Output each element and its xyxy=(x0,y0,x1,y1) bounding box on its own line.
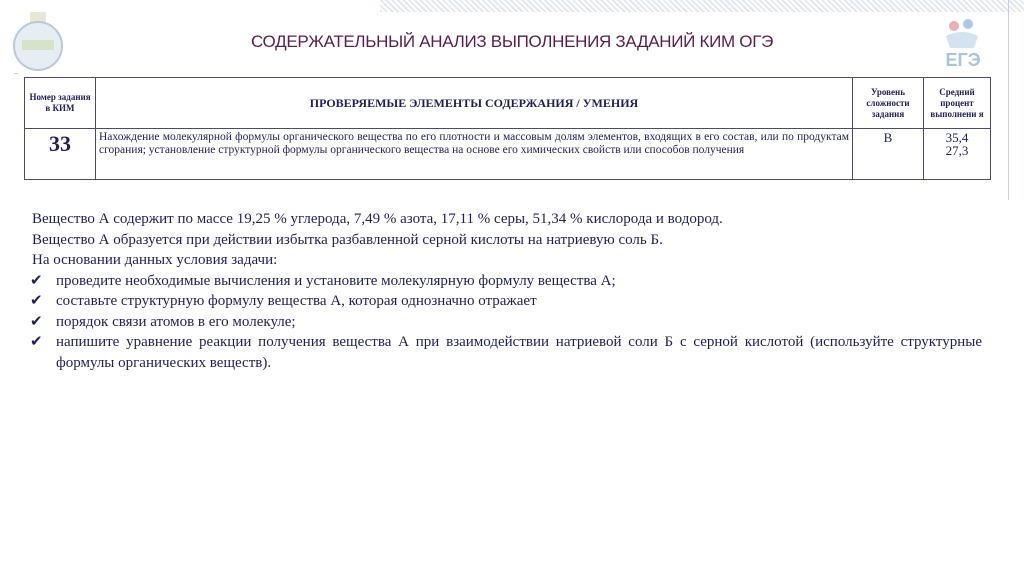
header-elements: ПРОВЕРЯЕМЫЕ ЭЛЕМЕНТЫ СОДЕРЖАНИЯ / УМЕНИЯ xyxy=(96,78,853,129)
list-item-text: составьте структурную формулу вещества А, которая однозначно отражает xyxy=(56,293,537,309)
check-icon: ✔ xyxy=(30,293,43,309)
decorative-line xyxy=(1008,0,1009,200)
list-item xyxy=(32,291,982,312)
check-icon: ✔ xyxy=(30,272,43,289)
list-item-text: порядок связи атомов в его молекуле; xyxy=(56,313,296,330)
table-row xyxy=(25,129,991,180)
task-text xyxy=(32,209,982,373)
percent-value: 27,3 xyxy=(945,143,969,158)
list-item xyxy=(32,271,982,292)
table-header-row xyxy=(25,78,991,129)
content-table xyxy=(24,77,991,180)
header-percent: Средний процент выполнени я xyxy=(924,78,991,129)
paragraph: На основании данных условия задачи: xyxy=(32,252,278,268)
list-item-text: напишите уравнение реакции получения вещества А при взаимодействии натриевой соли Б с серной кислотой (используйте структурные формулы органических веществ). xyxy=(56,334,982,371)
header-level: Уровень сложности задания xyxy=(853,78,924,129)
header-number: Номер задания в КИМ xyxy=(25,78,96,129)
page-title: СОДЕРЖАТЕЛЬНЫЙ АНАЛИЗ ВЫПОЛНЕНИЯ ЗАДАНИЙ КИМ ОГЭ xyxy=(250,32,774,51)
task-number: 33 xyxy=(25,129,96,180)
task-percent xyxy=(924,129,991,180)
list-item xyxy=(32,312,982,333)
percent-value: 35,4 xyxy=(945,130,969,145)
check-icon: ✔ xyxy=(30,313,43,330)
paragraph: Вещество А содержит по массе 19,25 % углерода, 7,49 % азота, 17,11 % серы, 51,34 % кислорода и водород. xyxy=(32,211,723,227)
list-item xyxy=(32,332,982,373)
task-level: В xyxy=(853,129,924,180)
decorative-pattern xyxy=(380,0,1024,12)
task-description: Нахождение молекулярной формулы органического вещества по его плотности и массовым долям элементов, входящих в его состав, или по продуктам сгорания; установление структурной формулы органического вещества на основе его химических свойств или способов получения xyxy=(96,129,853,180)
list-item-text: проведите необходимые вычисления и установите молекулярную формулу вещества А; xyxy=(56,272,616,289)
check-icon: ✔ xyxy=(30,334,43,350)
paragraph: Вещество А образуется при действии избытка разбавленной серной кислоты на натриевую соль Б. xyxy=(32,231,663,248)
ege-logo-text: ЕГЭ xyxy=(945,50,981,68)
